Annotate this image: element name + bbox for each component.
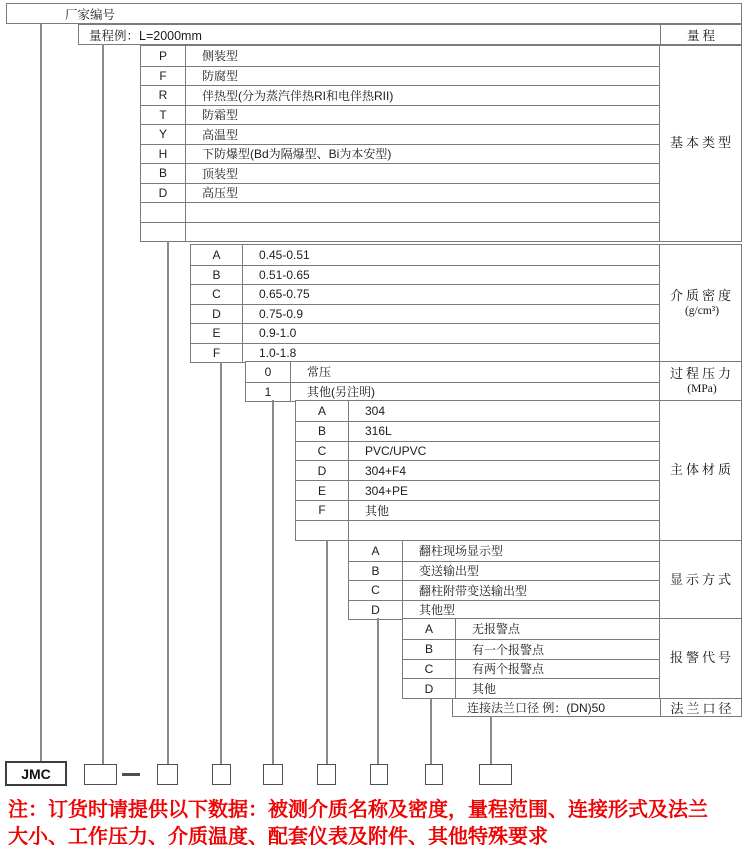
pressure-section-label: 过程压力 (MPa) (659, 362, 741, 401)
desc-cell: 顶装型 (186, 163, 659, 183)
desc-cell: 0.65-0.75 (243, 284, 659, 304)
display-box (370, 764, 388, 785)
desc-cell (186, 222, 659, 242)
order-note-line1: 注：订货时请提供以下数据：被测介质名称及密度，量程范围、连接形式及法兰 (8, 799, 708, 821)
connector-line-alarm (430, 699, 432, 764)
alarm-box (425, 764, 443, 785)
code-cell: F (141, 66, 186, 86)
range-example-text: 量程例：L=2000mm (89, 28, 202, 43)
desc-cell: 变送输出型 (403, 561, 659, 581)
desc-cell: 高压型 (186, 183, 659, 203)
code-cell: D (141, 183, 186, 203)
flange-text: 连接法兰口径 例：(DN)50 (467, 701, 606, 715)
range-row (78, 24, 742, 45)
desc-cell: 翻柱现场显示型 (419, 544, 504, 559)
flange-row (452, 698, 742, 717)
factory-number-label: 厂家编号 (65, 7, 116, 22)
code-cell: A (296, 401, 349, 421)
code-cell (296, 520, 349, 540)
desc-cell: 316L (349, 421, 659, 441)
density-unit: (g/cm³) (684, 305, 720, 318)
basic-type-table (140, 45, 742, 242)
code-cell: 0 (246, 362, 291, 382)
code-cell: D (403, 678, 456, 698)
code-cell: 1 (246, 382, 291, 402)
pressure-box (263, 764, 283, 785)
code-cell: E (296, 480, 349, 500)
desc-cell: 0.9-1.0 (243, 323, 659, 343)
desc-cell: 304+PE (349, 480, 659, 500)
desc-cell (186, 202, 659, 222)
code-cell: F (296, 500, 349, 520)
desc-cell: 304 (365, 403, 386, 418)
alarm-section-label: 报警代号 (659, 619, 741, 698)
model-dash (122, 773, 140, 776)
desc-cell (349, 520, 659, 540)
connector-line-range (102, 44, 104, 764)
desc-cell: 0.51-0.65 (243, 265, 659, 285)
code-cell: T (141, 105, 186, 125)
connector-line-pressure (272, 400, 274, 764)
pressure-unit: (MPa) (687, 383, 717, 396)
range-section-label: 量程 (660, 25, 741, 44)
code-cell: H (141, 144, 186, 164)
desc-cell: 常压 (307, 365, 332, 380)
connector-line-display (377, 618, 379, 764)
connector-line-factory (40, 24, 42, 764)
display-mode-table (348, 540, 742, 620)
material-table (295, 400, 742, 541)
model-prefix-box: JMC (5, 761, 67, 786)
code-cell: D (349, 600, 403, 620)
code-cell: D (191, 304, 243, 324)
code-cell: B (403, 639, 456, 659)
desc-cell: 侧装型 (202, 49, 239, 64)
desc-cell: 无报警点 (472, 622, 521, 637)
density-section-label: 介质密度 (g/cm³) (659, 245, 741, 362)
code-cell: A (403, 619, 456, 639)
desc-cell: 0.45-0.51 (259, 247, 310, 262)
desc-cell: 1.0-1.8 (243, 343, 659, 363)
code-cell: R (141, 85, 186, 105)
desc-cell: 高温型 (186, 124, 659, 144)
display-section-label: 显示方式 (659, 541, 741, 619)
desc-cell: 其他(另注明) (291, 382, 659, 402)
alarm-code-table (402, 618, 742, 699)
code-cell: E (191, 323, 243, 343)
desc-cell: 下防爆型(Bd为隔爆型、Bi为本安型) (186, 144, 659, 164)
connector-line-flange (490, 716, 492, 764)
desc-cell: 防腐型 (186, 66, 659, 86)
flange-box (479, 764, 512, 785)
material-section-label: 主体材质 (659, 401, 741, 540)
code-cell: C (296, 441, 349, 461)
desc-cell: 其他 (456, 678, 659, 698)
code-cell: Y (141, 124, 186, 144)
desc-cell: 有一个报警点 (456, 639, 659, 659)
code-cell: B (349, 561, 403, 581)
desc-cell: 其他 (349, 500, 659, 520)
desc-cell: PVC/UPVC (349, 441, 659, 461)
code-cell: D (296, 460, 349, 480)
desc-cell: 其他型 (403, 600, 659, 620)
connector-line-basic-type (167, 241, 169, 764)
desc-cell: 有两个报警点 (456, 659, 659, 679)
desc-cell: 翻柱附带变送输出型 (403, 580, 659, 600)
code-cell (141, 202, 186, 222)
connector-line-density (220, 362, 222, 764)
basic-type-section-label: 基本类型 (659, 46, 741, 241)
code-cell: C (403, 659, 456, 679)
desc-cell: 伴热型(分为蒸汽伴热RI和电伴热RII) (186, 85, 659, 105)
code-cell: A (191, 245, 243, 265)
desc-cell: 0.75-0.9 (243, 304, 659, 324)
pressure-table (245, 361, 742, 402)
flange-section-label: 法兰口径 (660, 699, 741, 716)
connector-line-material (326, 540, 328, 764)
order-note-line2: 大小、工作压力、介质温度、配套仪表及附件、其他特殊要求 (8, 826, 548, 845)
code-cell: C (349, 580, 403, 600)
code-cell (141, 222, 186, 242)
density-table (190, 244, 742, 363)
code-cell: B (141, 163, 186, 183)
factory-number-row (6, 3, 742, 24)
code-cell: B (296, 421, 349, 441)
code-cell: F (191, 343, 243, 363)
material-box (317, 764, 336, 785)
range-box (84, 764, 117, 785)
code-cell: A (349, 541, 403, 561)
code-cell: C (191, 284, 243, 304)
code-cell: B (191, 265, 243, 285)
desc-cell: 304+F4 (349, 460, 659, 480)
basic-type-box (157, 764, 178, 785)
desc-cell: 防霜型 (186, 105, 659, 125)
order-note (8, 797, 748, 845)
density-box (212, 764, 231, 785)
code-cell: P (141, 46, 186, 66)
